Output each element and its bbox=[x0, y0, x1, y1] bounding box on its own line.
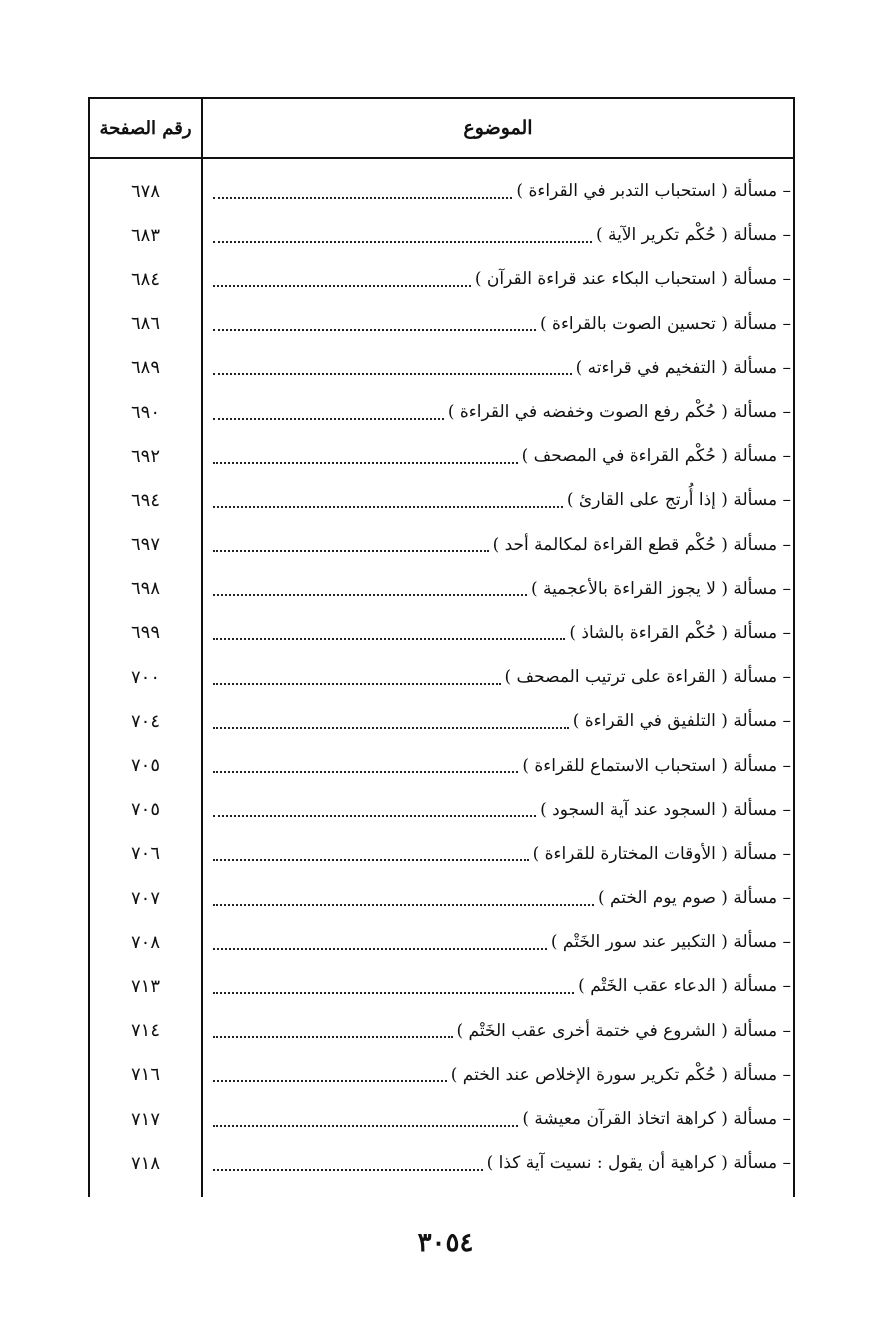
table-row bbox=[88, 434, 795, 478]
table-row bbox=[88, 611, 795, 655]
table-row bbox=[88, 478, 795, 522]
toc-rows bbox=[88, 169, 795, 1185]
dot-leader bbox=[213, 593, 527, 596]
table-row bbox=[88, 1053, 795, 1097]
topic-column-header: الموضوع bbox=[463, 117, 533, 139]
dot-leader bbox=[213, 1035, 453, 1038]
row-topic bbox=[209, 655, 791, 699]
header-bottom-rule bbox=[88, 157, 795, 159]
page-column-header: رقم الصفحة bbox=[99, 117, 192, 139]
row-page-number: ٦٩٢ bbox=[131, 445, 161, 467]
row-page-number: ٦٨٩ bbox=[131, 357, 161, 379]
table-row bbox=[88, 832, 795, 876]
dot-leader bbox=[213, 505, 563, 508]
page-number: ٣٠٥٤ bbox=[417, 1228, 474, 1258]
row-page-number: ٦٨٣ bbox=[131, 224, 161, 246]
row-page-number: ٦٩٩ bbox=[131, 622, 161, 644]
row-page-number: ٦٩٨ bbox=[131, 578, 161, 600]
dot-leader bbox=[213, 196, 512, 199]
row-page-number: ٧١٤ bbox=[131, 1020, 161, 1042]
dot-leader bbox=[213, 1079, 447, 1082]
row-topic bbox=[209, 523, 791, 567]
table-row bbox=[88, 788, 795, 832]
row-topic-text: – مسألة ( حُكْم تكرير الآية ) bbox=[595, 225, 791, 246]
dot-leader bbox=[213, 637, 565, 640]
table-row bbox=[88, 1097, 795, 1141]
dot-leader bbox=[213, 770, 518, 773]
row-topic bbox=[209, 1009, 791, 1053]
row-topic bbox=[209, 876, 791, 920]
row-topic-text: – مسألة ( كراهية أن يقول : نسيت آية كذا ) bbox=[486, 1153, 791, 1174]
row-page-number: ٦٩٤ bbox=[131, 489, 161, 511]
row-topic bbox=[209, 1053, 791, 1097]
row-topic-text: – مسألة ( الأوقات المختارة للقراءة ) bbox=[532, 843, 791, 864]
row-topic bbox=[209, 567, 791, 611]
row-topic bbox=[209, 169, 791, 213]
table-row bbox=[88, 257, 795, 301]
dot-leader bbox=[213, 682, 501, 685]
dot-leader bbox=[213, 284, 471, 287]
row-topic-text: – مسألة ( كراهة اتخاذ القرآن معيشة ) bbox=[522, 1109, 791, 1130]
dot-leader bbox=[213, 947, 547, 950]
table-row bbox=[88, 876, 795, 920]
row-topic bbox=[209, 390, 791, 434]
table-row bbox=[88, 699, 795, 743]
row-page-number: ٧١٨ bbox=[131, 1152, 161, 1174]
row-topic bbox=[209, 257, 791, 301]
row-topic-text: – مسألة ( التفخيم في قراءته ) bbox=[575, 357, 791, 378]
row-topic-text: – مسألة ( حُكْم قطع القراءة لمكالمة أحد ) bbox=[492, 534, 791, 555]
row-page-number: ٧٠٨ bbox=[131, 931, 161, 953]
row-topic-text: – مسألة ( السجود عند آية السجود ) bbox=[540, 799, 791, 820]
row-topic bbox=[209, 213, 791, 257]
table-row bbox=[88, 169, 795, 213]
row-topic-text: – مسألة ( حُكْم القراءة بالشاذ ) bbox=[569, 622, 791, 643]
row-topic-text: – مسألة ( القراءة على ترتيب المصحف ) bbox=[504, 667, 791, 688]
row-topic-text: – مسألة ( صوم يوم الختم ) bbox=[597, 888, 791, 909]
row-topic-text: – مسألة ( إذا أُرتج على القارئ ) bbox=[566, 490, 791, 511]
dot-leader bbox=[213, 549, 489, 552]
row-topic bbox=[209, 1097, 791, 1141]
row-page-number: ٧١٣ bbox=[131, 975, 161, 997]
row-topic-text: – مسألة ( حُكْم القراءة في المصحف ) bbox=[521, 446, 791, 467]
dot-leader bbox=[213, 1124, 518, 1127]
row-page-number: ٦٨٦ bbox=[131, 313, 161, 335]
table-of-contents bbox=[88, 97, 795, 1197]
table-row bbox=[88, 1141, 795, 1185]
table-row bbox=[88, 920, 795, 964]
row-topic bbox=[209, 346, 791, 390]
table-row bbox=[88, 964, 795, 1008]
dot-leader bbox=[213, 240, 592, 243]
row-topic-text: – مسألة ( التكبير عند سور الخَتْم ) bbox=[550, 932, 791, 953]
row-page-number: ٧٠٦ bbox=[131, 843, 161, 865]
row-page-number: ٧٠٥ bbox=[131, 799, 161, 821]
dot-leader bbox=[213, 903, 594, 906]
row-topic-text: – مسألة ( تحسين الصوت بالقراءة ) bbox=[540, 313, 791, 334]
table-row bbox=[88, 743, 795, 787]
row-topic-text: – مسألة ( الشروع في ختمة أخرى عقب الخَتْم ) bbox=[456, 1020, 791, 1041]
row-topic-text: – مسألة ( استحباب الاستماع للقراءة ) bbox=[522, 755, 791, 776]
row-topic bbox=[209, 434, 791, 478]
row-topic bbox=[209, 302, 791, 346]
row-topic bbox=[209, 788, 791, 832]
row-topic-text: – مسألة ( الدعاء عقب الخَتْم ) bbox=[578, 976, 791, 997]
dot-leader bbox=[213, 814, 536, 817]
row-topic-text: – مسألة ( استحباب البكاء عند قراءة القرآن ) bbox=[474, 269, 791, 290]
row-topic bbox=[209, 1141, 791, 1185]
table-row bbox=[88, 213, 795, 257]
row-topic bbox=[209, 964, 791, 1008]
row-page-number: ٧٠٤ bbox=[131, 710, 161, 732]
row-topic bbox=[209, 478, 791, 522]
table-row bbox=[88, 1009, 795, 1053]
row-page-number: ٧٠٧ bbox=[131, 887, 161, 909]
row-page-number: ٦٧٨ bbox=[131, 180, 161, 202]
row-page-number: ٧١٧ bbox=[131, 1108, 161, 1130]
table-row bbox=[88, 655, 795, 699]
dot-leader bbox=[213, 1168, 483, 1171]
row-page-number: ٧٠٥ bbox=[131, 755, 161, 777]
row-page-number: ٦٨٤ bbox=[131, 268, 161, 290]
dot-leader bbox=[213, 991, 574, 994]
row-topic bbox=[209, 611, 791, 655]
table-row bbox=[88, 523, 795, 567]
row-page-number: ٧٠٠ bbox=[131, 666, 161, 688]
dot-leader bbox=[213, 372, 572, 375]
row-topic-text: – مسألة ( استحباب التدبر في القراءة ) bbox=[516, 181, 791, 202]
row-topic-text: – مسألة ( التلفيق في القراءة ) bbox=[572, 711, 791, 732]
table-row bbox=[88, 346, 795, 390]
row-page-number: ٧١٦ bbox=[131, 1064, 161, 1086]
row-page-number: ٦٩٠ bbox=[131, 401, 161, 423]
table-row bbox=[88, 302, 795, 346]
row-topic bbox=[209, 699, 791, 743]
row-page-number: ٦٩٧ bbox=[131, 534, 161, 556]
row-topic bbox=[209, 920, 791, 964]
dot-leader bbox=[213, 461, 518, 464]
dot-leader bbox=[213, 726, 569, 729]
dot-leader bbox=[213, 328, 536, 331]
row-topic bbox=[209, 743, 791, 787]
row-topic-text: – مسألة ( لا يجوز القراءة بالأعجمية ) bbox=[530, 578, 791, 599]
row-topic-text: – مسألة ( حُكْم رفع الصوت وخفضه في القراءة ) bbox=[447, 402, 791, 423]
dot-leader bbox=[213, 417, 444, 420]
table-row bbox=[88, 567, 795, 611]
table-row bbox=[88, 390, 795, 434]
row-topic bbox=[209, 832, 791, 876]
dot-leader bbox=[213, 858, 529, 861]
row-topic-text: – مسألة ( حُكْم تكرير سورة الإخلاص عند الختم ) bbox=[450, 1064, 791, 1085]
